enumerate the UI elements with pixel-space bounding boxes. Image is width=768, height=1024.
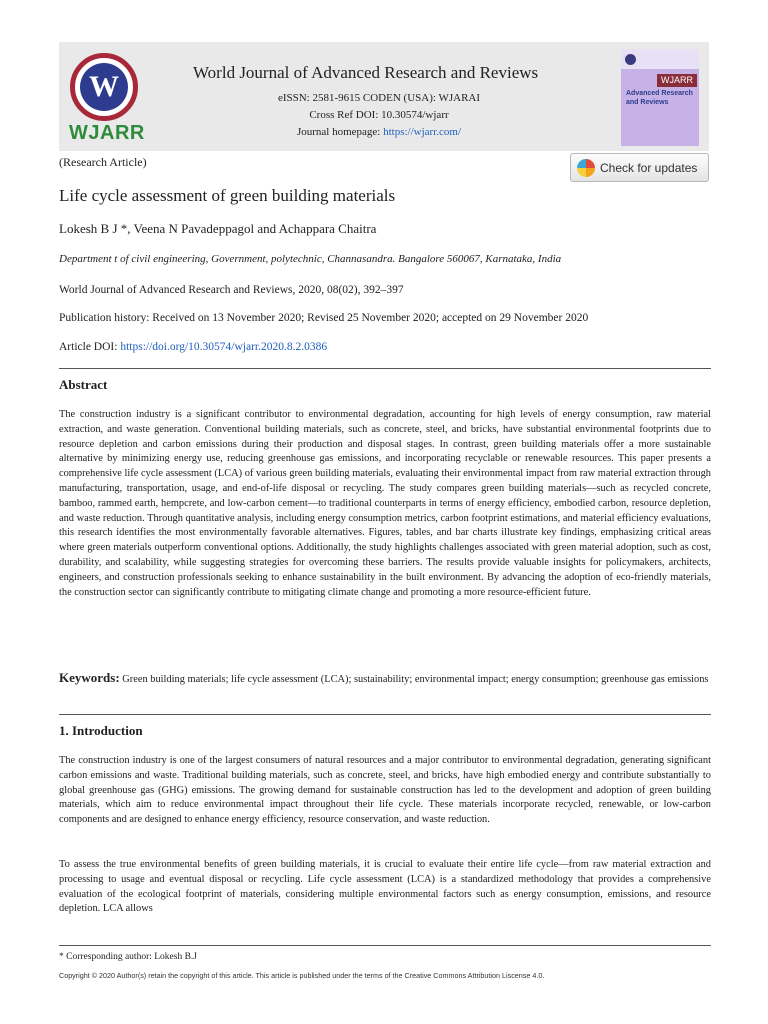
check-for-updates-button[interactable] <box>570 153 709 182</box>
intro-paragraph-2: To assess the true environmental benefits of green building materials, it is crucial to evaluate their entire life cycle—from raw material extraction and processing to usage and eventual disposal or recycling. Life cycle assessment (LCA) is a standardized methodology that provides a comprehensive evaluation of the ecological footprint of materials, considering multiple environmental factors such as energy consumption, emissions, and resource depletion. LCA allows <box>59 859 711 915</box>
doi-link[interactable]: https://doi.org/10.30574/wjarr.2020.8.2.0386 <box>120 341 328 353</box>
publication-history: Publication history: Received on 13 November 2020; Revised 25 November 2020; accepted on 29 November 2020 <box>59 312 589 324</box>
paper-title: Life cycle assessment of green building materials <box>59 186 396 205</box>
cover-emblem-icon <box>625 54 636 65</box>
doi-line: Cross Ref DOI: 10.30574/wjarr <box>309 109 449 121</box>
logo-text: WJARR <box>69 122 145 144</box>
authors: Lokesh B J *, Veena N Pavadeppagol and Achappara Chaitra <box>59 221 377 236</box>
journal-title: World Journal of Advanced Research and Reviews <box>193 63 539 82</box>
issn-line: eISSN: 2581-9615 CODEN (USA): WJARAI <box>277 92 481 104</box>
article-doi <box>59 341 327 353</box>
doi-label: Article DOI: <box>59 341 121 353</box>
homepage-label: Journal homepage: <box>296 126 384 138</box>
footnote-divider <box>59 945 711 946</box>
keywords-label: Keywords: <box>59 670 120 685</box>
journal-header <box>59 42 709 151</box>
journal-cover-image <box>621 49 699 146</box>
copyright-notice: Copyright © 2020 Author(s) retain the copyright of this article. This article is published under the terms of the Creative Commons Attribution Liscense 4.0. <box>59 971 545 980</box>
cover-text: Advanced Research and Reviews <box>626 90 693 106</box>
cover-badge: WJARR <box>657 74 697 87</box>
corresponding-author: * Corresponding author: Lokesh B.J <box>59 952 198 962</box>
check-for-updates-label: Check for updates <box>600 161 698 175</box>
logo-letter: W <box>80 63 128 111</box>
divider <box>59 368 711 369</box>
homepage-line <box>209 126 549 138</box>
article-type: (Research Article) <box>59 155 147 169</box>
abstract-text: The construction industry is a significant contributor to environmental degradation, accounting for high levels of energy consumption, raw material extraction, and waste generation. Conventional building materials, such as concrete, steel, and bricks, have substantial environmental footprints due to resource depletion and carbon emissions during their production and disposal stages. In contrast, green building materials offer a more sustainable alternative by minimizing energy use, reducing greenhouse gas emissions, and incorporating recyclable or renewable resources. This paper presents a comprehensive life cycle assessment (LCA) of various green building materials, evaluating their environmental impact from raw material extraction through manufacturing, transportation, usage, and end-of-life disposal or recycling. The study compares green building materials—such as recycled concrete, bamboo, rammed earth, hempcrete, and low-carbon cement—to traditional counterparts in terms of energy efficiency, embodied carbon, resource depletion, and waste reduction. Through quantitative analysis, including energy consumption metrics, carbon footprint estimations, and material efficiency evaluations, this research identifies the most environmentally favorable alternatives. Figures, tables, and bar charts illustrate key findings, emphasizing critical areas where green materials outperform conventional options. Additionally, the study highlights challenges associated with green material adoption, such as cost, durability, and scalability, while suggesting strategies for overcoming these barriers. The results provide valuable insights for policymakers, architects, engineers, and construction professionals seeking to enhance sustainability in the built environment. By advancing the adoption of eco-friendly materials, the construction sector can significantly contribute to mitigating climate change and promoting a more resource-efficient future. <box>59 409 711 598</box>
keywords <box>59 670 711 687</box>
abstract-heading: Abstract <box>59 377 108 392</box>
homepage-link[interactable]: https://wjarr.com/ <box>383 126 462 138</box>
introduction-heading: 1. Introduction <box>59 723 143 738</box>
journal-logo <box>70 53 138 121</box>
crossmark-icon <box>577 159 595 177</box>
citation: World Journal of Advanced Research and Reviews, 2020, 08(02), 392–397 <box>59 284 404 296</box>
keywords-text: Green building materials; life cycle assessment (LCA); sustainability; environmental impact; energy consumption; greenhouse gas emissions <box>119 674 709 685</box>
divider <box>59 714 711 715</box>
affiliation: Department t of civil engineering, Government, polytechnic, Channasandra. Bangalore 560067, Karnataka, India <box>59 253 562 265</box>
intro-paragraph-1: The construction industry is one of the largest consumers of natural resources and a major contributor to environmental degradation, generating significant carbon emissions and waste. Traditional building materials, such as concrete, steel, and bricks, have high embodied energy and contribute substantially to global greenhouse gas (GHG) emissions. The growing demand for sustainable construction has led to the development and adoption of green building materials, which aim to reduce environmental impact throughout their life cycle. These materials incorporate recycled, renewable, or low-carbon components and are designed to enhance energy efficiency, resource conservation, and waste reduction. <box>59 755 711 826</box>
